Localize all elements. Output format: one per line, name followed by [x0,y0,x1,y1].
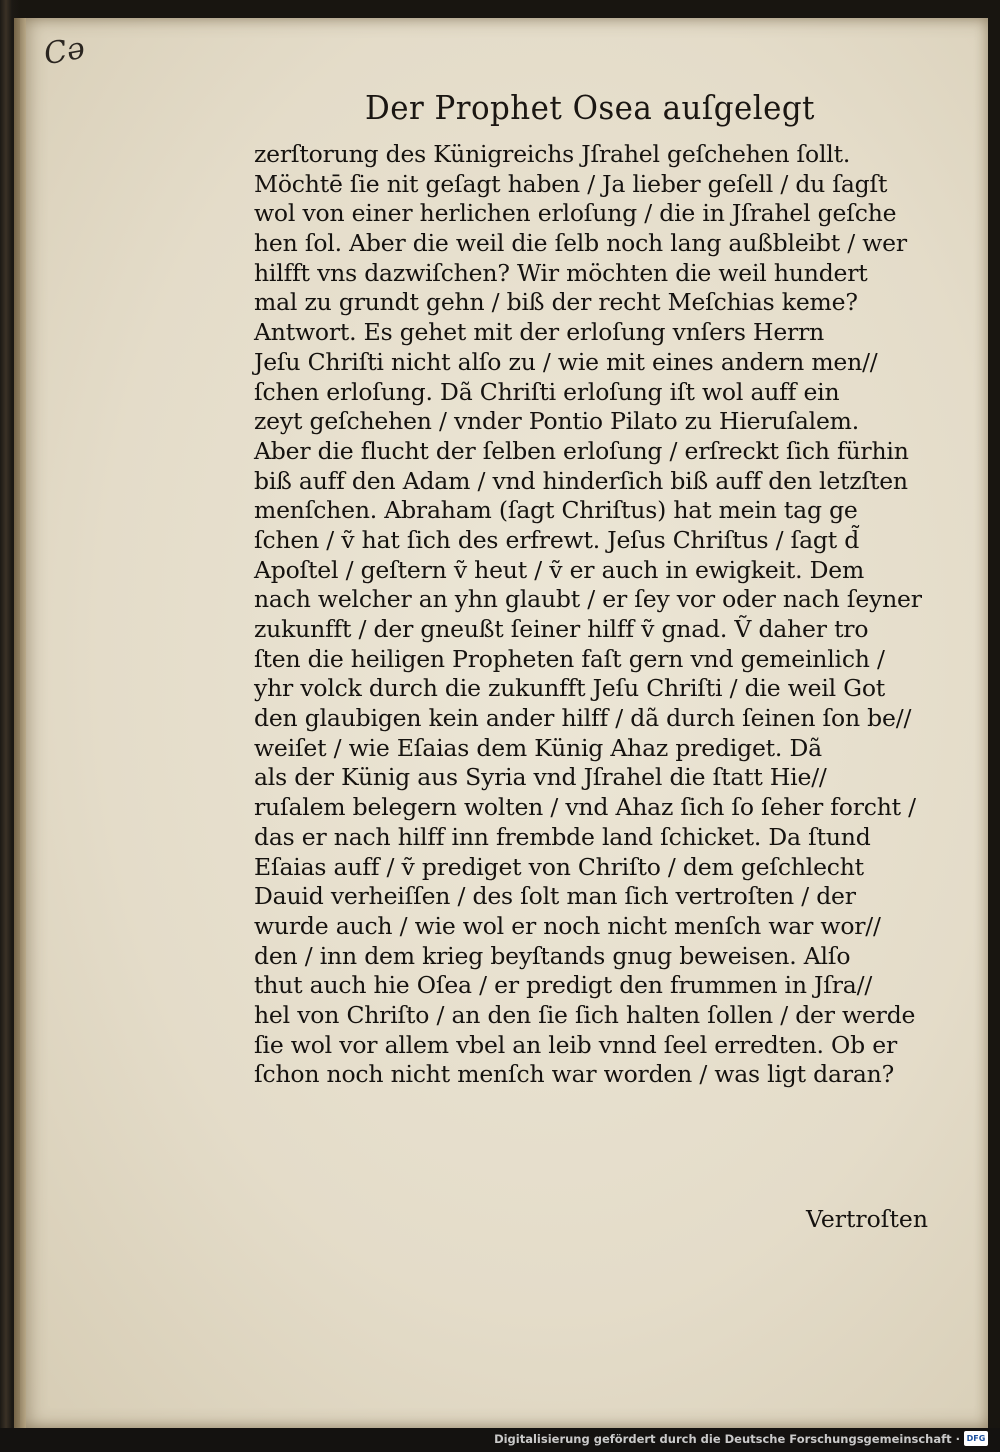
running-head: Der Prophet Osea auſgelegt [365,88,815,127]
catchword: Vertroſten [806,1205,928,1233]
text-line: weiſet / wie Eſaias dem Künig Ahaz prediget. Dã [254,733,822,762]
text-line: das er nach hilff inn frembde land ſchicket. Da ſtund [254,822,871,851]
text-line: Eſaias auff / ṽ prediget von Chriſto / dem geſchlecht [254,852,864,881]
text-line: ſchon noch nicht menſch war worden / was ligt daran? [254,1060,894,1089]
text-line: hilfft vns dazwiſchen? Wir möchten die weil hundert [254,258,868,287]
text-line: hen ſol. Aber die weil die ſelb noch lang außbleibt / wer [254,229,907,258]
text-line: zeyt geſchehen / vnder Pontio Pilato zu Hieruſalem. [254,407,860,436]
text-line: ſchen / ṽ hat ſich des erfrewt. Jeſus Chriſtus / ſagt d̃ [254,525,860,554]
text-line: biß auff den Adam / vnd hinderſich biß auff den letzſten [254,466,908,495]
text-line: yhr volck durch die zukunfft Jeſu Chriſti / die weil Got [254,674,886,703]
text-line: ſchen erloſung. Dã Chriſti erloſung iſt wol auff ein [254,377,840,406]
text-line: Jeſu Chriſti nicht alſo zu / wie mit eines andern men// [254,347,878,376]
dfg-logo[interactable]: DFG [964,1431,988,1446]
text-line: Möchtē ſie nit geſagt haben / Ja lieber geſell / du ſagſt [254,169,888,198]
text-line: ſie wol vor allem vbel an leib vnnd ſeel erredten. Ob er [254,1030,897,1059]
text-line: mal zu grundt gehn / biß der recht Meſchias keme? [254,288,858,317]
text-line: ſten die heiligen Propheten faſt gern vnd gemeinlich / [254,644,885,673]
text-line: zerſtorung des Künigreichs Jſrahel geſchehen ſollt. [254,140,851,168]
text-line: den / inn dem krieg beyſtands gnug beweisen. Alſo [254,941,851,970]
text-line: wurde auch / wie wol er noch nicht menſch war wor// [254,911,881,940]
text-line: ruſalem belegern wolten / vnd Ahaz ſich ſo ſeher forcht / [254,793,916,822]
page-gutter [14,18,26,1428]
text-line: hel von Chriſto / an den ſie ſich halten ſollen / der werde [254,1000,916,1029]
text-line: wol von einer herlichen erloſung / die in Jſrahel geſche [254,199,897,228]
signature-mark: Cə [41,30,88,73]
text-line: Apoſtel / geſtern ṽ heut / ṽ er auch in ewigkeit. Dem [254,555,865,584]
text-line: Antwort. Es gehet mit der erloſung vnſers Herrn [254,318,825,347]
body-text [254,140,964,1090]
text-line: Dauid verheiſſen / des ſolt man ſich vertroſten / der [254,882,856,911]
text-line: als der Künig aus Syria vnd Jſrahel die ſtatt Hie// [254,763,827,792]
text-line: zukunfft / der gneußt ſeiner hilff ṽ gnad. Ṽ daher tro [254,615,869,643]
text-line: nach welcher an yhn glaubt / er ſey vor oder nach ſeyner [254,585,922,614]
text-line: menſchen. Abraham (ſagt Chriſtus) hat mein tag ge [254,496,858,525]
text-line: den glaubigen kein ander hilff / dã durch ſeinen ſon be// [254,704,912,733]
funding-credit: Digitalisierung gefördert durch die Deutsche Forschungsgemeinschaft · [494,1432,960,1446]
text-line: Aber die flucht der ſelben erloſung / erſreckt ſich fürhin [254,436,909,465]
text-line: thut auch hie Oſea / er predigt den frummen in Jſra// [254,971,873,1000]
